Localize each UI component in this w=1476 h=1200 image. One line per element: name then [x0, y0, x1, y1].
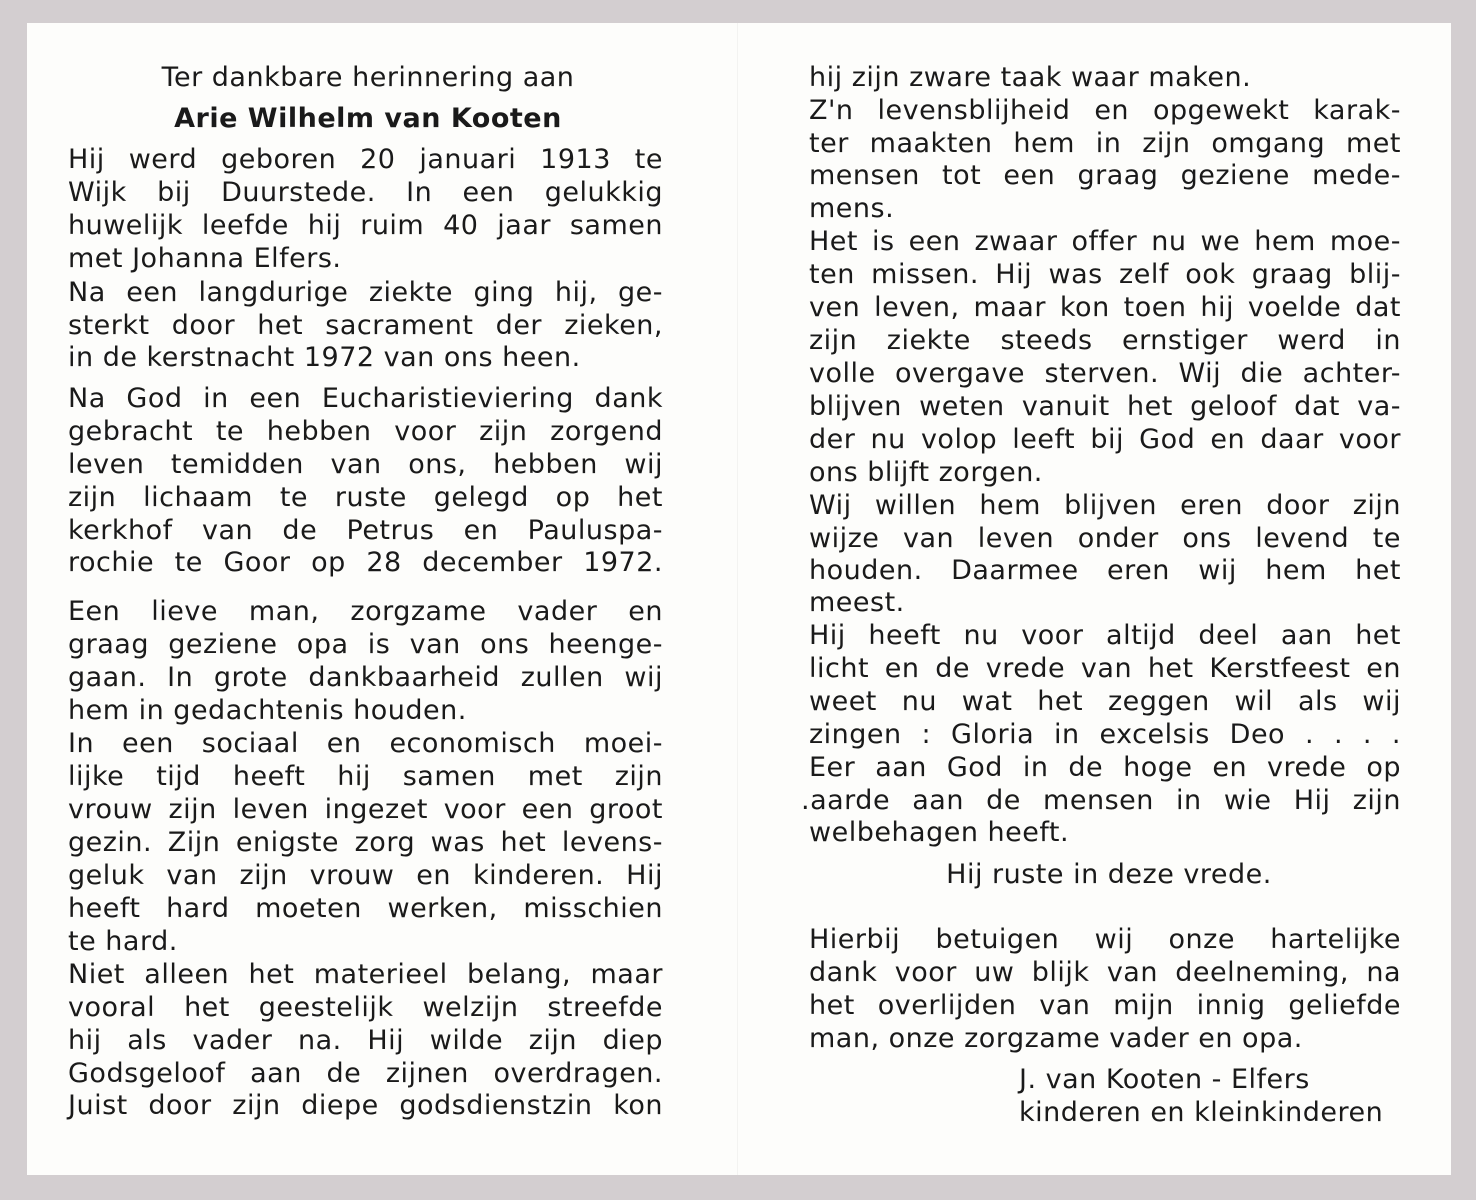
deceased-name: Arie Wilhelm van Kooten [174, 103, 562, 134]
text-line: met Johanna Elfers. [68, 243, 342, 274]
text-line: zijn lichaam te ruste gelegd op het [68, 482, 663, 513]
text-line: weet nu wat het zeggen wil als wij [809, 686, 1401, 717]
text-line: Wijk bij Duurstede. In een gelukkig [68, 177, 663, 208]
text-line: kerkhof van de Petrus en Pauluspa- [68, 515, 663, 546]
text-line: hem in gedachtenis houden. [68, 695, 467, 726]
text-line: licht en de vrede van het Kerstfeest en [809, 653, 1401, 684]
rest-line: Hij ruste in deze vrede. [946, 859, 1272, 890]
text-line: gaan. In grote dankbaarheid zullen wij [68, 662, 663, 693]
thanks-line: Hierbij betuigen wij onze hartelijke [809, 924, 1401, 955]
text-line: lijke tijd heeft hij samen met zijn [68, 761, 663, 792]
text-line: hij zijn zware taak waar maken. [809, 62, 1252, 93]
signature-family: kinderen en kleinkinderen [1019, 1097, 1384, 1128]
text-line: Na God in een Eucharistieviering dank [68, 383, 663, 414]
thanks-line: man, onze zorgzame vader en opa. [809, 1023, 1303, 1054]
text-line: volle overgave sterven. Wij die achter- [809, 358, 1401, 389]
text-line: heeft hard moeten werken, misschien [68, 893, 663, 924]
text-line: Godsgeloof aan de zijnen overdragen. [68, 1058, 663, 1089]
text-line: zingen : Gloria in excelsis Deo . . . . [809, 719, 1401, 750]
text-line: Een lieve man, zorgzame vader en [68, 596, 663, 627]
text-line: Eer aan God in de hoge en vrede op [809, 752, 1401, 783]
text-line: der nu volop leeft bij God en daar voor [809, 424, 1401, 455]
text-line: geluk van zijn vrouw en kinderen. Hij [68, 860, 663, 891]
text-line: rochie te Goor op 28 december 1972. [68, 547, 663, 578]
text-line: vrouw zijn leven ingezet voor een groot [68, 794, 663, 825]
text-line: wijze van leven onder ons levend te [809, 523, 1401, 554]
text-line: Niet alleen het materieel belang, maar [68, 959, 663, 990]
thanks-line: het overlijden van mijn innig geliefde [809, 990, 1401, 1021]
text-line: blijven weten vanuit het geloof dat va- [809, 391, 1401, 422]
text-line: ven leven, maar kon toen hij voelde dat [809, 292, 1401, 323]
memorial-card [27, 23, 1451, 1175]
text-line: ons blijft zorgen. [809, 457, 1043, 488]
text-line: Hij heeft nu voor altijd deel aan het [809, 620, 1401, 651]
text-line: hij als vader na. Hij wilde zijn diep [68, 1025, 663, 1056]
text-line: Z'n levensblijheid en opgewekt karak- [809, 95, 1401, 126]
text-line: graag geziene opa is van ons heenge- [68, 629, 663, 660]
text-line: In een sociaal en economisch moei- [68, 728, 663, 759]
thanks-line: dank voor uw blijk van deelneming, na [809, 957, 1401, 988]
text-line: zijn ziekte steeds ernstiger werd in [809, 325, 1401, 356]
text-line: sterkt door het sacrament der zieken, [68, 310, 663, 341]
text-line: ter maakten hem in zijn omgang met [809, 128, 1401, 159]
signature-name: J. van Kooten - Elfers [1019, 1064, 1310, 1095]
text-line: gebracht te hebben voor zijn zorgend [68, 416, 663, 447]
text-line: Na een langdurige ziekte ging hij, ge- [68, 277, 663, 308]
text-line: leven temidden van ons, hebben wij [68, 449, 663, 480]
text-line: .aarde aan de mensen in wie Hij zijn [801, 785, 1401, 816]
text-line: Het is een zwaar offer nu we hem moe- [809, 226, 1401, 257]
text-line: gezin. Zijn enigste zorg was het levens- [68, 827, 663, 858]
text-line: in de kerstnacht 1972 van ons heen. [68, 342, 581, 373]
text-line: vooral het geestelijk welzijn streefde [68, 992, 663, 1023]
text-line: Wij willen hem blijven eren door zijn [809, 490, 1401, 521]
text-line: meest. [809, 587, 905, 618]
text-line: mensen tot een graag geziene mede- [809, 160, 1401, 191]
text-line: ten missen. Hij was zelf ook graag blij- [809, 259, 1401, 290]
text-line: mens. [809, 193, 895, 224]
intro-line: Ter dankbare herinnering aan [161, 62, 575, 93]
text-line: huwelijk leefde hij ruim 40 jaar samen [68, 210, 663, 241]
text-line: houden. Daarmee eren wij hem het [809, 555, 1401, 586]
text-line: welbehagen heeft. [809, 817, 1070, 848]
text-line: Juist door zijn diepe godsdienstzin kon [68, 1090, 663, 1121]
text-line: Hij werd geboren 20 januari 1913 te [68, 144, 663, 175]
text-line: te hard. [68, 926, 178, 957]
fold-line [737, 23, 738, 1175]
